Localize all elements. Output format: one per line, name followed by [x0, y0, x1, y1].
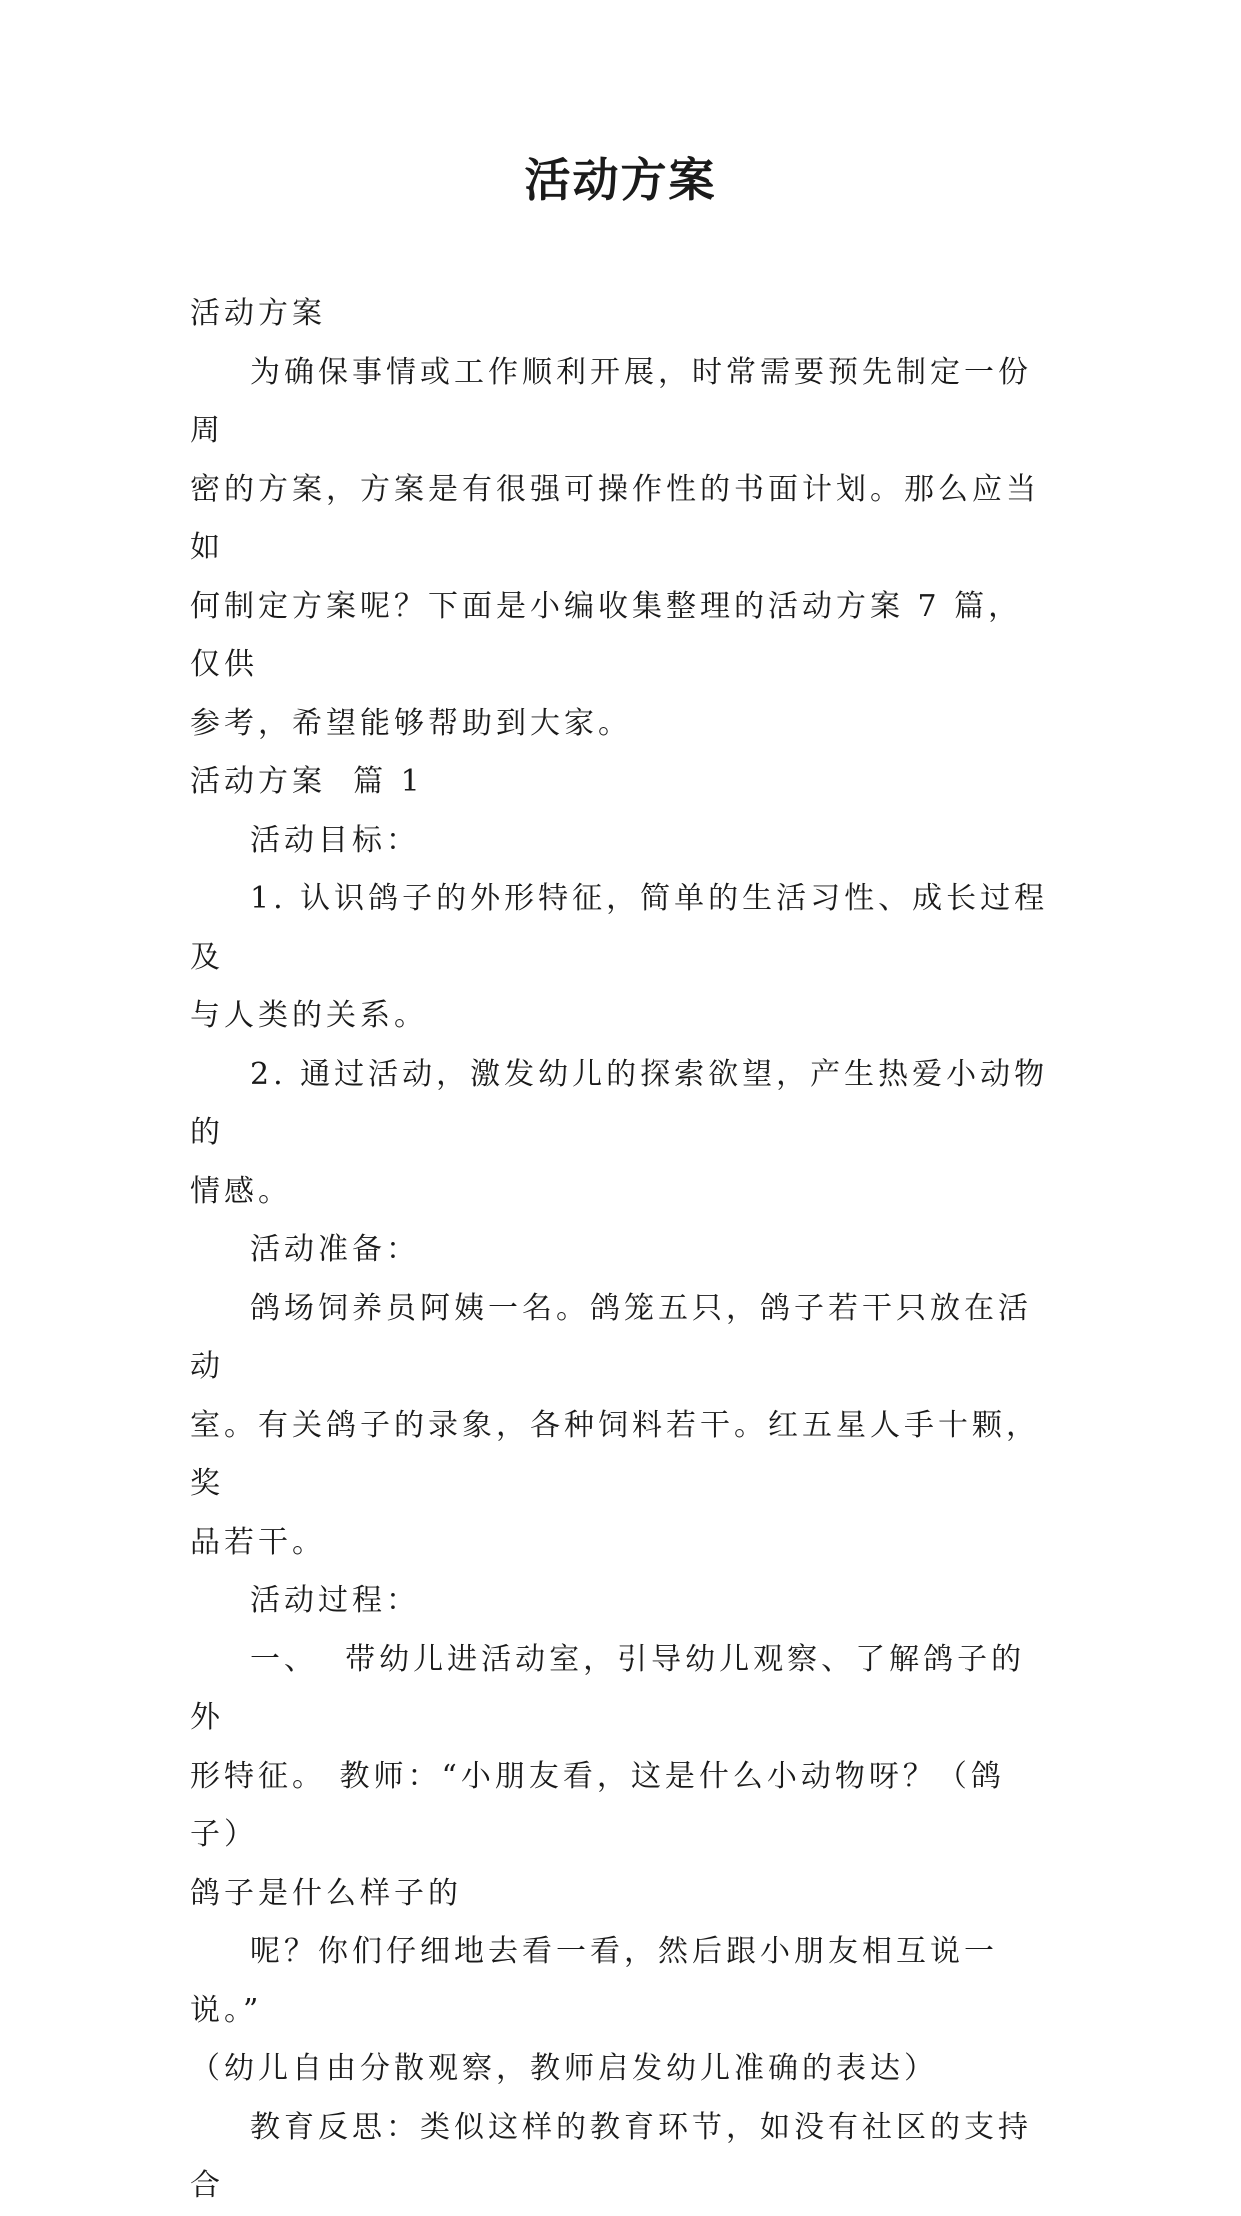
- text-line: 2. 通过活动，激发幼儿的探索欲望，产生热爱小动物的: [190, 1056, 1049, 1150]
- text-line: 为确保事情或工作顺利开展，时常需要预先制定一份周: [190, 354, 1032, 448]
- text-line: 何制定方案呢？下面是小编收集整理的活动方案 7 篇，仅供: [190, 588, 1023, 682]
- text-line: 鸽子是什么样子的: [190, 1875, 462, 1911]
- document-body: [190, 285, 1052, 2216]
- text-line: 参考，希望能够帮助到大家。: [190, 705, 632, 741]
- text-line: 室。有关鸽子的录象，各种饲料若干。红五星人手十颗，奖: [190, 1407, 1040, 1501]
- text-line: 活动目标：: [250, 822, 420, 858]
- text-line: 1. 认识鸽子的外形特征，简单的生活习性、成长过程及: [190, 881, 1049, 975]
- text-line: 与人类的关系。: [190, 998, 428, 1033]
- text-line: 形特征。 教师：“小朋友看，这是什么小动物呀？（鸽子）: [190, 1758, 1005, 1852]
- text-line: 活动方案: [190, 296, 326, 331]
- text-line: 活动方案 篇 1: [190, 764, 424, 799]
- text-line: 呢？你们仔细地去看一看，然后跟小朋友相互说一说。”: [190, 1934, 998, 2028]
- text-line: 密的方案，方案是有很强可操作性的书面计划。那么应当如: [190, 471, 1040, 565]
- text-line: 活动准备：: [250, 1232, 420, 1267]
- text-line: 一、 带幼儿进活动室，引导幼儿观察、了解鸽子的外: [190, 1641, 1026, 1735]
- text-line: 品若干。: [190, 1524, 326, 1560]
- document-title: 活动方案: [524, 153, 717, 207]
- text-line: 活动过程：: [250, 1583, 420, 1618]
- text-line: 鸽场饲养员阿姨一名。鸽笼五只，鸽子若干只放在活动: [190, 1290, 1032, 1384]
- text-line: （幼儿自由分散观察，教师启发幼儿准确的表达）: [190, 2051, 938, 2086]
- text-line: 教育反思：类似这样的教育环节，如没有社区的支持合: [190, 2109, 1032, 2203]
- text-line: 情感。: [190, 1173, 292, 1209]
